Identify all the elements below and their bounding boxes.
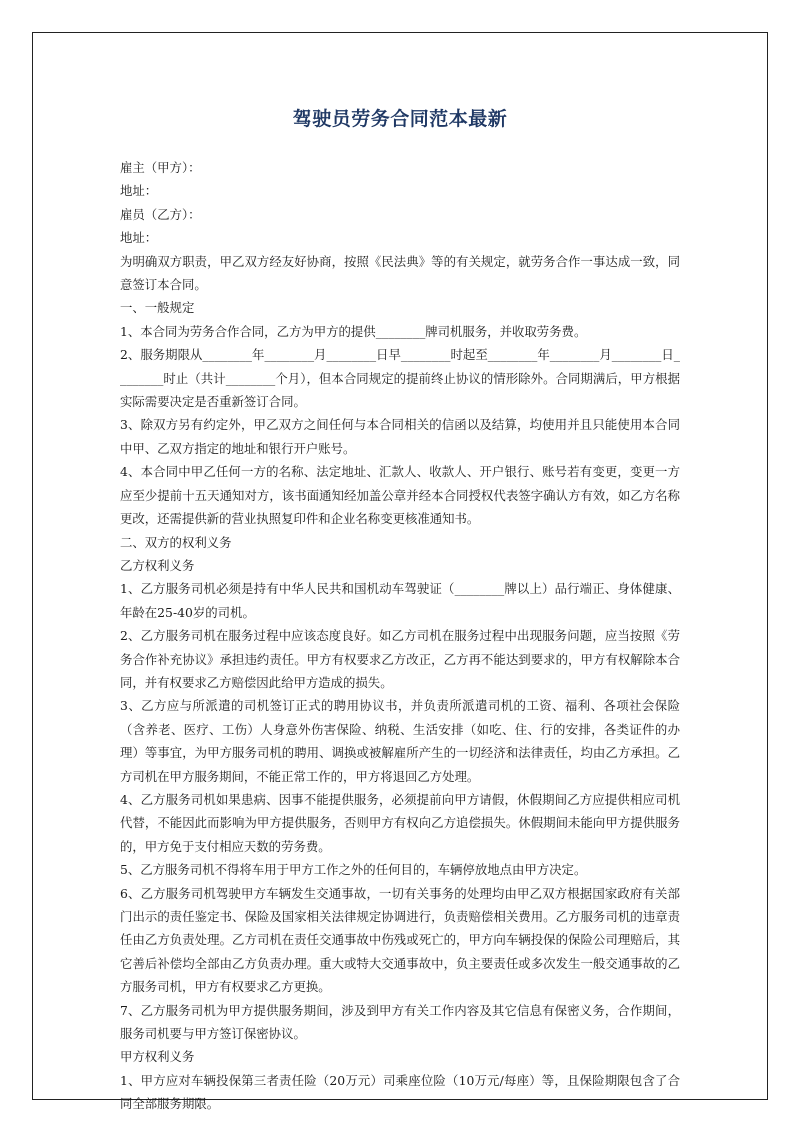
subheading-party-a: 甲方权利义务 — [120, 1049, 195, 1065]
subheading-party-b: 乙方权利义务 — [120, 557, 195, 573]
general-clause-1: 1、本合同为劳务合作合同，乙方为甲方的提供________牌司机服务，并收取劳务费。 — [120, 323, 587, 339]
employee-address-label: 地址： — [120, 230, 158, 246]
party-b-clause-5: 5、乙方服务司机不得将车用于甲方工作之外的任何目的，车辆停放地点由甲方决定。 — [120, 862, 587, 878]
party-b-clause-4: 4、乙方服务司机如果患病、因事不能提供服务，必须提前向甲方请假，休假期间乙方应提供相应司机代替，不能因此而影响为甲方提供服务，否则甲方有权向乙方追偿损失。休假期间未能向甲方提供服务的，甲方免于支付相应天数的劳务费。 — [120, 791, 680, 854]
party-b-clause-1: 1、乙方服务司机必须是持有中华人民共和国机动车驾驶证（________牌以上）品行端正、身体健康、年龄在25-40岁的司机。 — [120, 581, 680, 620]
employer-address-label: 地址： — [120, 183, 158, 199]
document-title: 驾驶员劳务合同范本最新 — [292, 108, 508, 130]
party-b-clause-7: 7、乙方服务司机为甲方提供服务期间，涉及到甲方有关工作内容及其它信息有保密义务，合作期间，服务司机要与甲方签订保密协议。 — [120, 1002, 680, 1042]
section-heading-rights: 二、双方的权利义务 — [120, 534, 232, 550]
employee-label: 雇员（乙方）： — [120, 206, 201, 222]
employer-label: 雇主（甲方）： — [120, 160, 201, 175]
general-clause-4: 4、本合同中甲乙任何一方的名称、法定地址、汇款人、收款人、开户银行、账号若有变更，变更一方应至少提前十五天通知对方，该书面通知经加盖公章并经本合同授权代表签字确认方有效，如乙方名称更改，还需提供新的营业执照复印件和企业名称变更核准通知书。 — [120, 464, 680, 527]
document-body — [120, 156, 680, 1116]
party-b-clause-2: 2、乙方服务司机在服务过程中应该态度良好。如乙方司机在服务过程中出现服务问题，应当按照《劳务合作补充协议》承担违约责任。甲方有权要求乙方改正，乙方再不能达到要求的，甲方有权解除本合同，并有权要求乙方赔偿因此给甲方造成的损失。 — [120, 628, 680, 690]
party-a-clause-1: 1、甲方应对车辆投保第三者责任险（20万元）司乘座位险（10万元/每座）等，且保险期限包含了合同全部服务期限。 — [120, 1072, 680, 1112]
section-heading-general: 一、一般规定 — [120, 300, 195, 316]
preamble-paragraph: 为明确双方职责，甲乙双方经友好协商，按照《民法典》等的有关规定，就劳务合作一事达成一致，同意签订本合同。 — [120, 253, 680, 293]
party-b-clause-6: 6、乙方服务司机驾驶甲方车辆发生交通事故，一切有关事务的处理均由甲乙双方根据国家政府有关部门出示的责任鉴定书、保险及国家相关法律规定协调进行，负责赔偿相关费用。乙方服务司机的违章责任由乙方负责处理。乙方司机在责任交通事故中伤残或死亡的，甲方向车辆投保的保险公司理赔后，其它善后补偿均全部由乙方负责办理。重大或特大交通事故中，负主要责任或多次发生一般交通事故的乙方服务司机，甲方有权要求乙方更换。 — [120, 885, 680, 995]
general-clause-3: 3、除双方另有约定外，甲乙双方之间任何与本合同相关的信函以及结算，均使用并且只能使用本合同中甲、乙双方指定的地址和银行开户账号。 — [120, 417, 680, 456]
party-b-clause-3: 3、乙方应与所派遣的司机签订正式的聘用协议书，并负责所派遣司机的工资、福利、各项社会保险（含养老、医疗、工伤）人身意外伤害保险、纳税、生活安排（如吃、住、行的安排，各类证件的办理）等事宜，为甲方服务司机的聘用、调换或被解雇所产生的一切经济和法律责任，均由乙方承担。乙方司机在甲方服务期间，不能正常工作的，甲方将退回乙方处理。 — [120, 698, 680, 784]
general-clause-2: 2、服务期限从________年________月________日早________时起至________年________月________日________时止（共计________个月），但本合同规定的提前终止协议的情形除外。合同期满后，甲方根据实际需要决定是否重新签订合同。 — [120, 347, 680, 410]
